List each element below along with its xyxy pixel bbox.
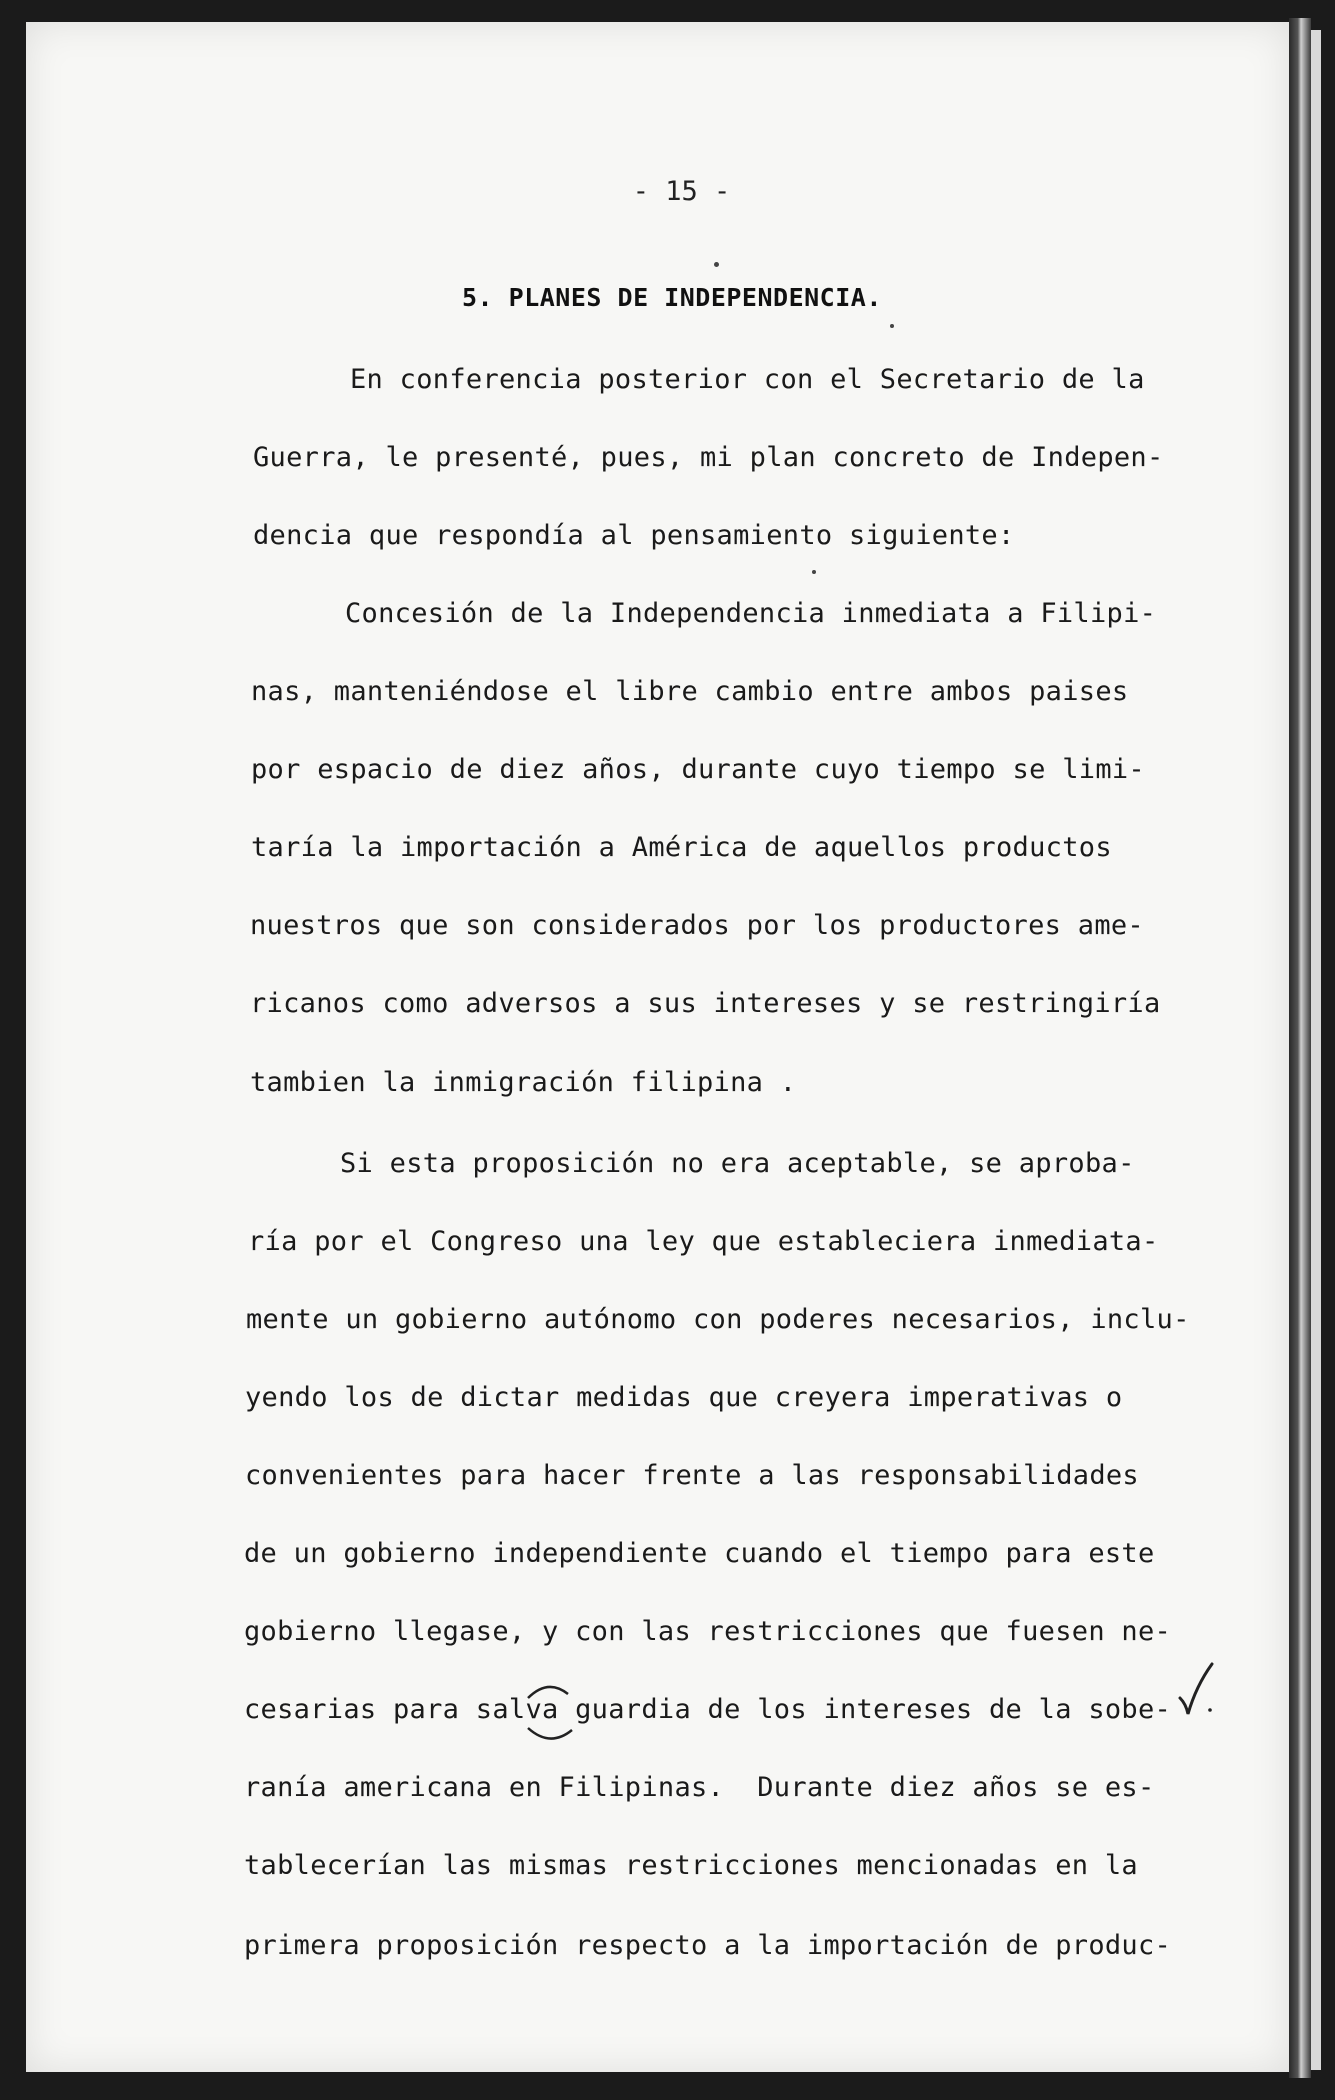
- page-number: - 15 -: [632, 176, 731, 207]
- text-line-20: tablecerían las mismas restricciones mencionadas en la: [244, 1850, 1138, 1881]
- text-line-19: ranía americana en Filipinas. Durante diez años se es-: [244, 1772, 1155, 1803]
- text-line-13: mente un gobierno autónomo con poderes necesarios, inclu-: [246, 1304, 1190, 1335]
- text-line-4: Concesión de la Independencia inmediata a Filipi-: [345, 598, 1157, 629]
- text-line-7: taría la importación a América de aquellos productos: [251, 832, 1112, 863]
- text-line-8: nuestros que son considerados por los productores ame-: [250, 910, 1144, 941]
- text-line-16: de un gobierno independiente cuando el tiempo para este: [244, 1538, 1155, 1569]
- text-line-21: primera proposición respecto a la importación de produc-: [244, 1930, 1172, 1961]
- handwritten-correction-mark: [520, 1676, 580, 1750]
- text-line-18: cesarias para salva guardia de los intereses de la sobe-: [244, 1694, 1172, 1725]
- text-line-6: por espacio de diez años, durante cuyo tiempo se limi-: [251, 754, 1145, 785]
- paper-edge-inner: [1311, 30, 1321, 2070]
- scan-speck: [714, 262, 719, 267]
- text-line-2: Guerra, le presenté, pues, mi plan concreto de Indepen-: [253, 442, 1164, 473]
- text-line-10: tambien la inmigración filipina .: [250, 1067, 797, 1098]
- text-line-11: Si esta proposición no era aceptable, se aproba-: [340, 1148, 1135, 1179]
- scan-speck: [812, 570, 816, 574]
- paper-edge: [1289, 18, 1311, 2078]
- text-line-15: convenientes para hacer frente a las responsabilidades: [245, 1460, 1139, 1491]
- text-line-9: ricanos como adversos a sus intereses y se restringiría: [250, 988, 1161, 1019]
- section-heading: 5. PLANES DE INDEPENDENCIA.: [462, 283, 882, 312]
- scan-speck: [890, 324, 894, 328]
- text-line-14: yendo los de dictar medidas que creyera imperativas o: [245, 1382, 1123, 1413]
- text-line-12: ría por el Congreso una ley que estableciera inmediata-: [248, 1226, 1159, 1257]
- document-page: [26, 22, 1289, 2072]
- text-line-1: En conferencia posterior con el Secretario de la: [350, 364, 1145, 395]
- text-line-3: dencia que respondía al pensamiento siguiente:: [253, 520, 1015, 551]
- check-mark-icon: [1176, 1660, 1216, 1720]
- text-line-17: gobierno llegase, y con las restricciones que fuesen ne-: [244, 1616, 1172, 1647]
- text-line-5: nas, manteniéndose el libre cambio entre ambos paises: [251, 676, 1129, 707]
